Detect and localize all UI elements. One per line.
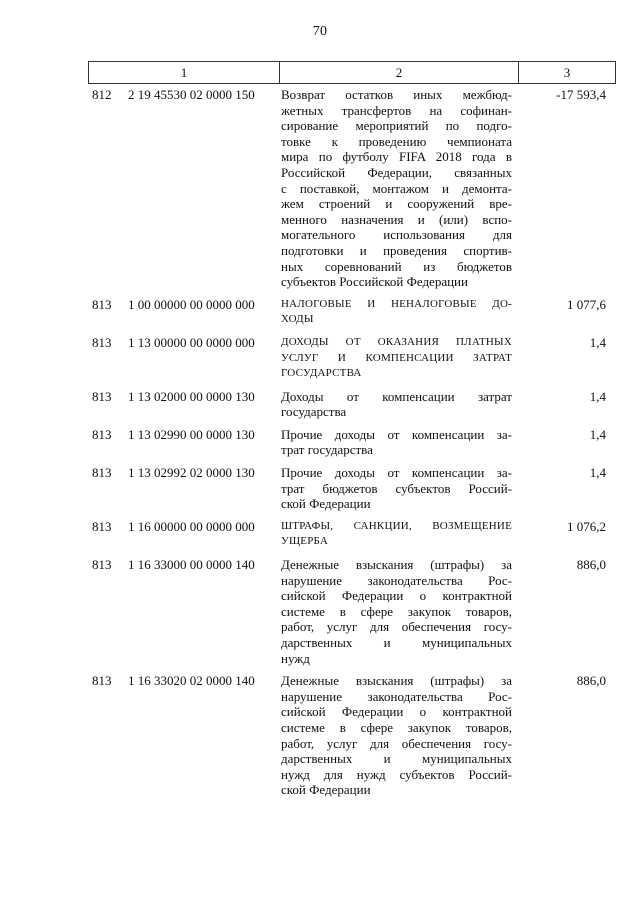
income-name-line: системе в сфере закупок товаров,	[281, 603, 512, 619]
income-name-line: подготовки и проведения спортив-	[281, 242, 512, 258]
table-row	[88, 297, 618, 328]
budget-code: 1 13 02992 02 0000 130	[128, 465, 255, 481]
income-name-line: товке к проведению чемпионата	[281, 133, 512, 149]
income-name-line: работ, услуг для обеспечения госу-	[281, 619, 512, 635]
budget-code: 1 13 02990 00 0000 130	[128, 426, 255, 442]
admin-code: 813	[92, 426, 112, 442]
income-name	[280, 673, 512, 798]
income-name	[280, 297, 512, 328]
income-name	[280, 389, 512, 420]
table-row	[88, 335, 618, 382]
income-name-line: трат бюджетов субъектов Россий-	[281, 480, 512, 496]
budget-code: 1 16 33020 02 0000 140	[128, 673, 255, 689]
table-row	[88, 389, 618, 420]
budget-code: 1 13 00000 00 0000 000	[128, 334, 255, 350]
admin-code: 813	[92, 296, 112, 312]
income-name-line: Прочие доходы от компенсации за-	[281, 465, 512, 481]
income-name	[280, 519, 512, 550]
header-col-2: 2	[280, 62, 519, 84]
income-name-line: УСЛУГ И КОМПЕНСАЦИИ ЗАТРАТ	[281, 351, 512, 364]
income-name-line: нужд для нужд субъектов Россий-	[281, 766, 512, 782]
table-row	[88, 427, 618, 458]
income-name-line: менного назначения и (или) вспо-	[281, 211, 512, 227]
income-name-line: нарушение законодательства Рос-	[281, 572, 512, 588]
budget-code: 1 16 33000 00 0000 140	[128, 557, 255, 573]
income-name-line: нужд	[281, 650, 310, 666]
page-number: 70	[312, 24, 328, 39]
income-name-line: дарственных и муниципальных	[281, 635, 512, 650]
income-name	[280, 427, 512, 458]
table-body	[88, 87, 618, 798]
admin-code: 813	[92, 518, 112, 534]
table-row	[88, 557, 618, 666]
table-header	[88, 61, 616, 84]
income-name-line: ской Федерации	[281, 782, 371, 798]
table-row	[88, 465, 618, 512]
income-name-line: Денежные взыскания (штрафы) за	[281, 673, 512, 689]
income-name-line: системе в сфере закупок товаров,	[281, 719, 512, 735]
table-row	[88, 673, 618, 798]
amount-value: 886,0	[576, 673, 606, 689]
admin-code: 813	[92, 388, 112, 404]
income-name-line: сийской Федерации о контрактной	[281, 704, 512, 720]
income-name-line: нарушение законодательства Рос-	[281, 688, 512, 704]
income-name-line: НАЛОГОВЫЕ И НЕНАЛОГОВЫЕ ДО-	[281, 297, 512, 310]
income-name-line: ДОХОДЫ ОТ ОКАЗАНИЯ ПЛАТНЫХ	[281, 335, 512, 348]
income-name-line: ных соревнований из бюджетов	[281, 258, 512, 274]
amount-value: -17 593,4	[556, 87, 606, 102]
admin-code: 813	[92, 334, 112, 350]
admin-code: 813	[92, 557, 112, 573]
admin-code: 813	[92, 673, 112, 689]
admin-code: 812	[92, 87, 112, 102]
income-name	[280, 557, 512, 666]
income-name-line: ГОСУДАРСТВА	[281, 367, 362, 380]
amount-value: 1 076,2	[567, 518, 606, 534]
income-name	[280, 335, 512, 382]
income-name-line: сийской Федерации о контрактной	[281, 588, 512, 604]
amount-value: 1 077,6	[567, 296, 606, 312]
income-name-line: дарственных и муниципальных	[281, 751, 512, 767]
income-name-line: трат государства	[281, 442, 373, 458]
income-name-line: государства	[281, 404, 347, 420]
budget-code: 1 00 00000 00 0000 000	[128, 296, 255, 312]
income-name-line: Российской Федерации, связанных	[281, 164, 512, 180]
income-name-line: Доходы от компенсации затрат	[281, 388, 512, 404]
header-col-1: 1	[89, 62, 280, 84]
amount-value: 1,4	[589, 465, 606, 481]
amount-value: 1,4	[589, 388, 606, 404]
amount-value: 886,0	[576, 557, 606, 573]
income-name-line: жем строений и сооружений вре-	[281, 196, 512, 212]
header-col-3: 3	[519, 62, 616, 84]
table-row	[88, 87, 618, 290]
income-name-line: с поставкой, монтажом и демонта-	[281, 180, 512, 196]
income-name	[280, 87, 512, 290]
income-name-line: работ, услуг для обеспечения госу-	[281, 735, 512, 751]
amount-value: 1,4	[589, 334, 606, 350]
income-name-line: Возврат остатков иных межбюд-	[281, 87, 512, 102]
income-name	[280, 465, 512, 512]
table-row	[88, 519, 618, 550]
budget-code: 2 19 45530 02 0000 150	[128, 87, 255, 102]
income-name-line: ХОДЫ	[281, 313, 314, 326]
income-name-line: УЩЕРБА	[281, 535, 329, 548]
income-name-line: субъектов Российской Федерации	[281, 274, 468, 290]
amount-value: 1,4	[589, 426, 606, 442]
header-row	[89, 62, 616, 84]
budget-code: 1 13 02000 00 0000 130	[128, 388, 255, 404]
income-name-line: ской Федерации	[281, 496, 371, 512]
income-name-line: ШТРАФЫ, САНКЦИИ, ВОЗМЕЩЕНИЕ	[281, 519, 512, 532]
income-name-line: сирование мероприятий по подго-	[281, 118, 512, 134]
income-name-line: Прочие доходы от компенсации за-	[281, 426, 512, 442]
income-name-line: жетных трансфертов на софинан-	[281, 102, 512, 118]
budget-code: 1 16 00000 00 0000 000	[128, 518, 255, 534]
income-name-line: мира по футболу FIFA 2018 года в	[281, 149, 512, 165]
income-name-line: Денежные взыскания (штрафы) за	[281, 557, 512, 573]
income-name-line: могательного использования для	[281, 227, 512, 243]
admin-code: 813	[92, 465, 112, 481]
